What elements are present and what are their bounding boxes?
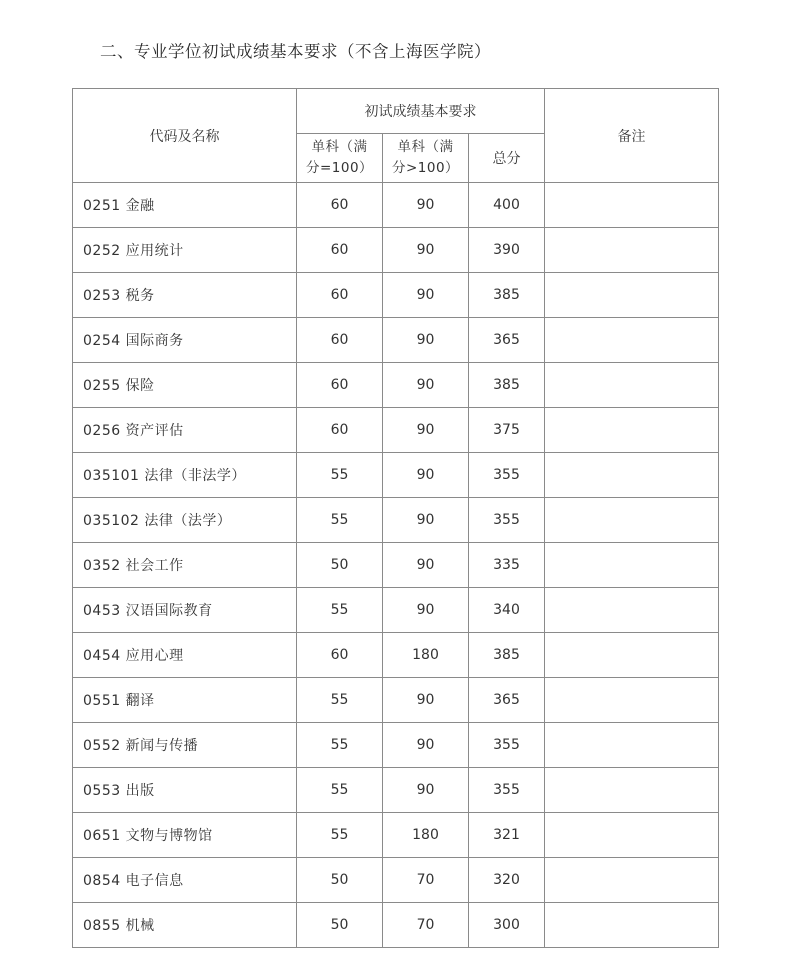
cell-single-100: 55 <box>297 588 383 633</box>
cell-single-100: 50 <box>297 903 383 948</box>
cell-single-over-100: 90 <box>383 363 469 408</box>
cell-program: 0651 文物与博物馆 <box>73 813 297 858</box>
cell-single-100: 55 <box>297 453 383 498</box>
score-requirements-table <box>72 88 719 948</box>
header-single-subject-over-100-line1: 单科（满 <box>397 139 454 155</box>
cell-total: 355 <box>469 453 545 498</box>
header-single-subject-100-line1: 单科（满 <box>311 139 368 155</box>
header-note: 备注 <box>545 89 719 183</box>
cell-total: 335 <box>469 543 545 588</box>
table-row <box>73 228 719 273</box>
cell-single-100: 60 <box>297 183 383 228</box>
cell-note <box>545 588 719 633</box>
cell-total: 355 <box>469 768 545 813</box>
cell-total: 390 <box>469 228 545 273</box>
table-row <box>73 858 719 903</box>
header-code-name: 代码及名称 <box>73 89 297 183</box>
cell-total: 375 <box>469 408 545 453</box>
table-row <box>73 903 719 948</box>
cell-note <box>545 408 719 453</box>
header-single-subject-100-line2: 分=100） <box>305 160 374 176</box>
cell-single-over-100: 90 <box>383 273 469 318</box>
cell-single-over-100: 90 <box>383 408 469 453</box>
cell-single-100: 50 <box>297 543 383 588</box>
cell-note <box>545 768 719 813</box>
cell-single-100: 60 <box>297 633 383 678</box>
cell-program: 0256 资产评估 <box>73 408 297 453</box>
cell-single-over-100: 90 <box>383 543 469 588</box>
cell-single-100: 60 <box>297 318 383 363</box>
table-row <box>73 498 719 543</box>
cell-note <box>545 363 719 408</box>
table-row <box>73 453 719 498</box>
cell-total: 300 <box>469 903 545 948</box>
cell-note <box>545 453 719 498</box>
cell-single-100: 60 <box>297 228 383 273</box>
cell-program: 035101 法律（非法学） <box>73 453 297 498</box>
cell-program: 0854 电子信息 <box>73 858 297 903</box>
cell-note <box>545 858 719 903</box>
cell-program: 0453 汉语国际教育 <box>73 588 297 633</box>
cell-total: 385 <box>469 273 545 318</box>
cell-single-over-100: 90 <box>383 723 469 768</box>
cell-single-100: 60 <box>297 408 383 453</box>
cell-note <box>545 498 719 543</box>
cell-note <box>545 678 719 723</box>
cell-total: 365 <box>469 318 545 363</box>
cell-note <box>545 543 719 588</box>
cell-program: 0252 应用统计 <box>73 228 297 273</box>
cell-note <box>545 273 719 318</box>
table-row <box>73 813 719 858</box>
section-heading: 二、专业学位初试成绩基本要求（不含上海医学院） <box>100 42 491 61</box>
table-row <box>73 318 719 363</box>
table-row <box>73 678 719 723</box>
cell-single-100: 55 <box>297 498 383 543</box>
cell-program: 0251 金融 <box>73 183 297 228</box>
cell-program: 0551 翻译 <box>73 678 297 723</box>
header-single-subject-over-100-line2: 分>100） <box>391 160 460 176</box>
cell-total: 321 <box>469 813 545 858</box>
cell-total: 365 <box>469 678 545 723</box>
table-row <box>73 768 719 813</box>
cell-total: 385 <box>469 633 545 678</box>
cell-program: 035102 法律（法学） <box>73 498 297 543</box>
cell-single-over-100: 90 <box>383 678 469 723</box>
cell-note <box>545 318 719 363</box>
cell-single-over-100: 70 <box>383 858 469 903</box>
table-row <box>73 408 719 453</box>
header-single-subject-over-100 <box>383 134 469 183</box>
table-row <box>73 183 719 228</box>
table-row <box>73 633 719 678</box>
cell-program: 0552 新闻与传播 <box>73 723 297 768</box>
cell-single-over-100: 180 <box>383 813 469 858</box>
cell-program: 0855 机械 <box>73 903 297 948</box>
cell-single-100: 55 <box>297 768 383 813</box>
cell-single-over-100: 90 <box>383 183 469 228</box>
cell-single-over-100: 70 <box>383 903 469 948</box>
cell-total: 385 <box>469 363 545 408</box>
cell-total: 320 <box>469 858 545 903</box>
cell-single-100: 60 <box>297 273 383 318</box>
header-score-requirements: 初试成绩基本要求 <box>297 89 545 134</box>
cell-single-over-100: 90 <box>383 453 469 498</box>
cell-note <box>545 723 719 768</box>
cell-single-over-100: 180 <box>383 633 469 678</box>
table-row <box>73 723 719 768</box>
cell-total: 340 <box>469 588 545 633</box>
cell-single-100: 55 <box>297 678 383 723</box>
cell-single-100: 60 <box>297 363 383 408</box>
cell-single-100: 50 <box>297 858 383 903</box>
cell-total: 355 <box>469 723 545 768</box>
cell-program: 0255 保险 <box>73 363 297 408</box>
table-row <box>73 543 719 588</box>
cell-total: 400 <box>469 183 545 228</box>
table-row <box>73 273 719 318</box>
cell-note <box>545 228 719 273</box>
cell-note <box>545 813 719 858</box>
cell-program: 0253 税务 <box>73 273 297 318</box>
cell-single-over-100: 90 <box>383 498 469 543</box>
cell-program: 0254 国际商务 <box>73 318 297 363</box>
cell-single-100: 55 <box>297 813 383 858</box>
cell-single-100: 55 <box>297 723 383 768</box>
cell-single-over-100: 90 <box>383 588 469 633</box>
cell-program: 0553 出版 <box>73 768 297 813</box>
cell-single-over-100: 90 <box>383 768 469 813</box>
table-row <box>73 363 719 408</box>
table-row <box>73 588 719 633</box>
cell-single-over-100: 90 <box>383 318 469 363</box>
cell-note <box>545 183 719 228</box>
cell-program: 0454 应用心理 <box>73 633 297 678</box>
header-total: 总分 <box>469 134 545 183</box>
cell-program: 0352 社会工作 <box>73 543 297 588</box>
cell-note <box>545 903 719 948</box>
cell-total: 355 <box>469 498 545 543</box>
header-single-subject-100 <box>297 134 383 183</box>
cell-note <box>545 633 719 678</box>
cell-single-over-100: 90 <box>383 228 469 273</box>
